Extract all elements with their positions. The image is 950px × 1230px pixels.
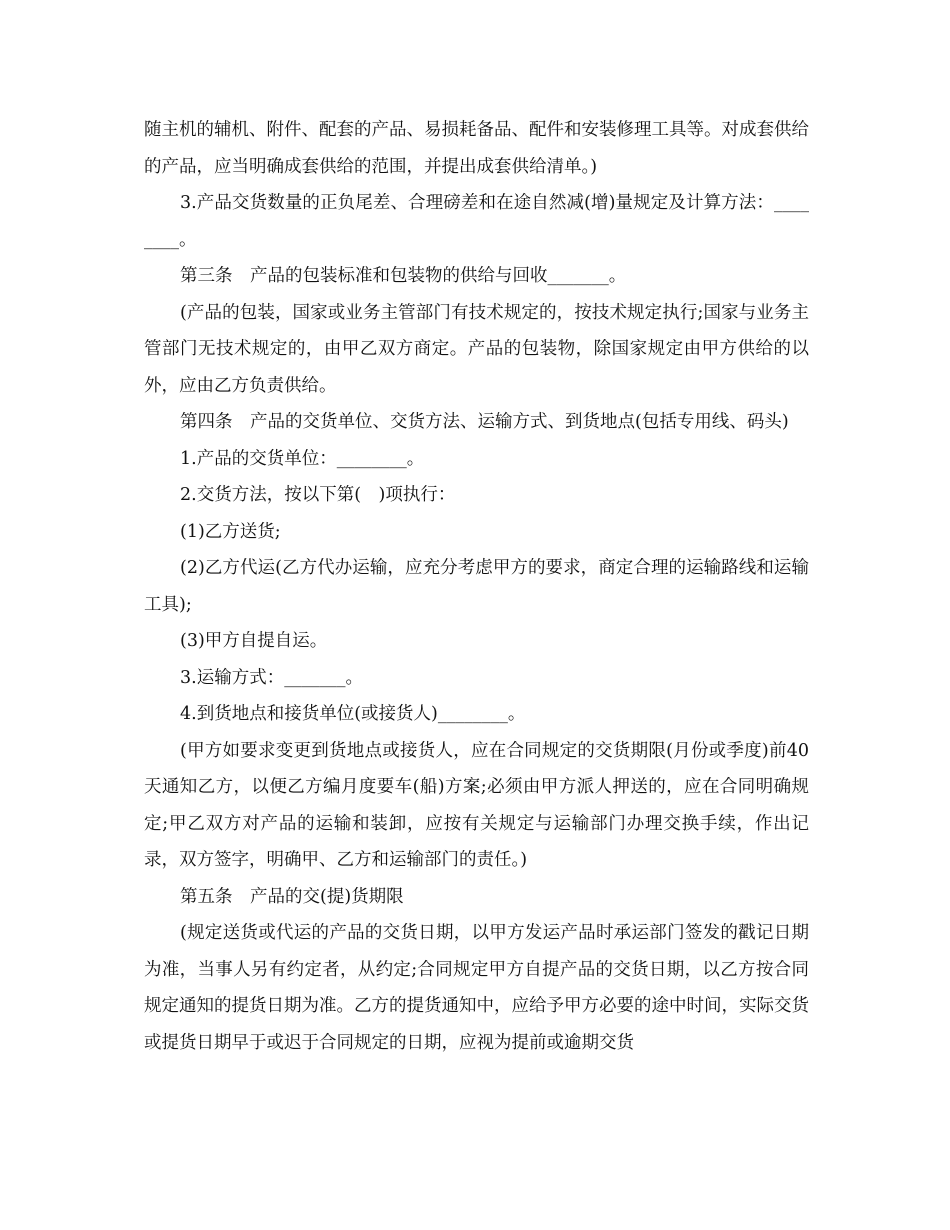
paragraph-delivery-date: (规定送货或代运的产品的交货日期，以甲方发运产品时承运部门签发的戳记日期为准，当事人另有约定者，从约定;合同规定甲方自提产品的交货日期，以乙方按合同规定通知的提货日期为准。乙方的提货通知中，应给予甲方必要的途中时间，实际交货或提货日期早于或迟于合同规定的日期，应视为提前或逾期交货	[144, 923, 809, 1053]
option-buyer-collects: (3)甲方自提自运。	[180, 631, 328, 651]
paragraph-quantity-tolerance: 3.产品交货数量的正负尾差、合理磅差和在途自然减(增)量规定及计算方法：________。	[144, 193, 809, 250]
option-supplier-ships: (2)乙方代运(乙方代办运输，应充分考虑甲方的要求，商定合理的运输路线和运输工具);	[144, 558, 809, 615]
article-3-heading: 第三条 产品的包装标准和包装物的供给与回收_______。	[180, 266, 627, 286]
paragraph-packaging: (产品的包装，国家或业务主管部门有技术规定的，按技术规定执行;国家与业务主管部门无技术规定的，由甲乙双方商定。产品的包装物，除国家规定由甲方供给的以外，应由乙方负责供给。	[144, 302, 809, 396]
item-delivery-method: 2.交货方法，按以下第( )项执行：	[180, 485, 456, 505]
paragraph-accessories: 随主机的辅机、附件、配套的产品、易损耗备品、配件和安装修理工具等。对成套供给的产品，应当明确成套供给的范围，并提出成套供给清单。)	[144, 120, 809, 177]
article-5-heading: 第五条 产品的交(提)货期限	[180, 886, 404, 907]
item-transport-mode: 3.运输方式：_______。	[180, 667, 363, 688]
article-4-heading: 第四条 产品的交货单位、交货方法、运输方式、到货地点(包括专用线、码头)	[180, 412, 789, 432]
paragraph-change-notice: (甲方如要求变更到货地点或接货人，应在合同规定的交货期限(月份或季度)前40天通知乙方，以便乙方编月度要车(船)方案;必须由甲方派人押送的，应在合同明确规定;甲乙双方对产品的运输和装卸，应按有关规定与运输部门办理交换手续，作出记录，双方签字，明确甲、乙方和运输部门的责任。)	[144, 740, 809, 870]
option-supplier-delivers: (1)乙方送货;	[180, 521, 281, 542]
item-delivery-unit: 1.产品的交货单位：________。	[180, 448, 425, 469]
contract-body	[144, 112, 809, 1061]
item-arrival-location: 4.到货地点和接货单位(或接货人)________。	[180, 704, 526, 724]
